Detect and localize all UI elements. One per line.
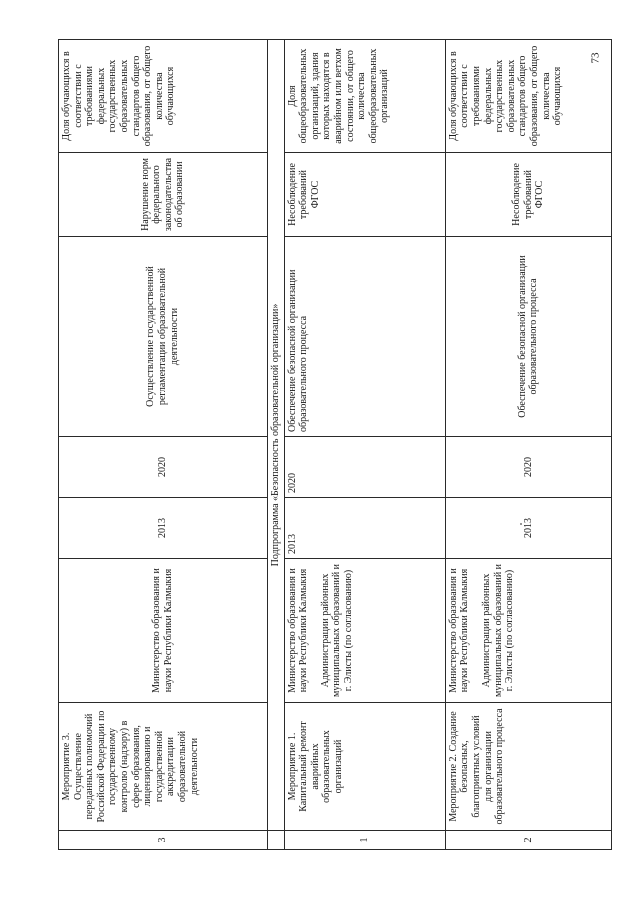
indicator-cell: Доля обучающихся в соответствии с требованиями федеральных государственных образовательных стандартов общего образования, от общего количества обучающихся	[445, 40, 611, 153]
program-events-table	[58, 39, 612, 850]
scan-speck	[520, 523, 522, 525]
page-number	[588, 50, 604, 72]
indicator-cell: Доля обучающихся в соответствии с требованиями федеральных государственных образовательных стандартов общего образования, от общего количества обучающихся	[59, 40, 268, 153]
event-cell: Мероприятие 1. Капитальный ремонт аварийных образовательных организаций	[284, 703, 445, 831]
executor-line: Министерство образования и науки Республики Калмыкия	[151, 568, 174, 693]
row-number: 1	[284, 831, 445, 850]
consequence-cell: Несоблюдение требований ФГОС	[284, 153, 445, 237]
indicator-cell: Доля общеобразовательных организаций, здания которых находятся в аварийном или ветхом состоянии, от общего количества общеобразовательных организаций	[284, 40, 445, 153]
result-cell: Обеспечение безопасной организации образовательного процесса	[445, 237, 611, 437]
event-cell: Мероприятие 2. Создание безопасных, благоприятных условий для организации образовательного процесса	[445, 703, 611, 831]
executor-line: Министерство образования и науки Республики Калмыкия	[286, 568, 310, 693]
row-number: 2	[445, 831, 611, 850]
event-cell: Мероприятие 3. Осуществление переданных полномочий Российской Федерации по государственному контролю (надзору) в сфере образования, лицензированию и государственной аккредитации образовательной деятельности	[59, 703, 268, 831]
end-year-cell: 2020	[59, 437, 268, 498]
result-cell: Обеспечение безопасной организации образовательного процесса	[284, 237, 445, 437]
rotated-table-page	[58, 40, 612, 850]
row-number: 3	[59, 831, 268, 850]
table-row-3	[59, 40, 268, 850]
subprogram-title: Подпрограмма «Безопасность образовательной организации»	[267, 40, 284, 831]
executor-cell	[284, 559, 445, 703]
page-number-text: 73	[589, 52, 602, 64]
executor-line: Министерство образования и науки Республики Калмыкия	[447, 568, 471, 693]
start-year-cell: 2013	[284, 498, 445, 559]
result-cell: Осуществление государственной регламентации образовательной деятельности	[59, 237, 268, 437]
start-year-cell: 2013	[59, 498, 268, 559]
end-year-cell: 2020	[445, 437, 611, 498]
executor-cell	[59, 559, 268, 703]
consequence-cell: Несоблюдение требований ФГОС	[445, 153, 611, 237]
subprogram-header-row	[267, 40, 284, 850]
executor-line: Администрации районных муниципальных образований и г. Элисты (по согласованию)	[319, 563, 354, 698]
executor-line: Администрации районных муниципальных образований и г. Элисты (по согласованию)	[480, 563, 516, 698]
table-row-1	[284, 40, 445, 850]
executor-cell	[445, 559, 611, 703]
end-year-cell: 2020	[284, 437, 445, 498]
table-row-2	[445, 40, 611, 850]
start-year-cell: 2013	[445, 498, 611, 559]
consequence-cell: Нарушение норм федерального законодательства об образовании	[59, 153, 268, 237]
